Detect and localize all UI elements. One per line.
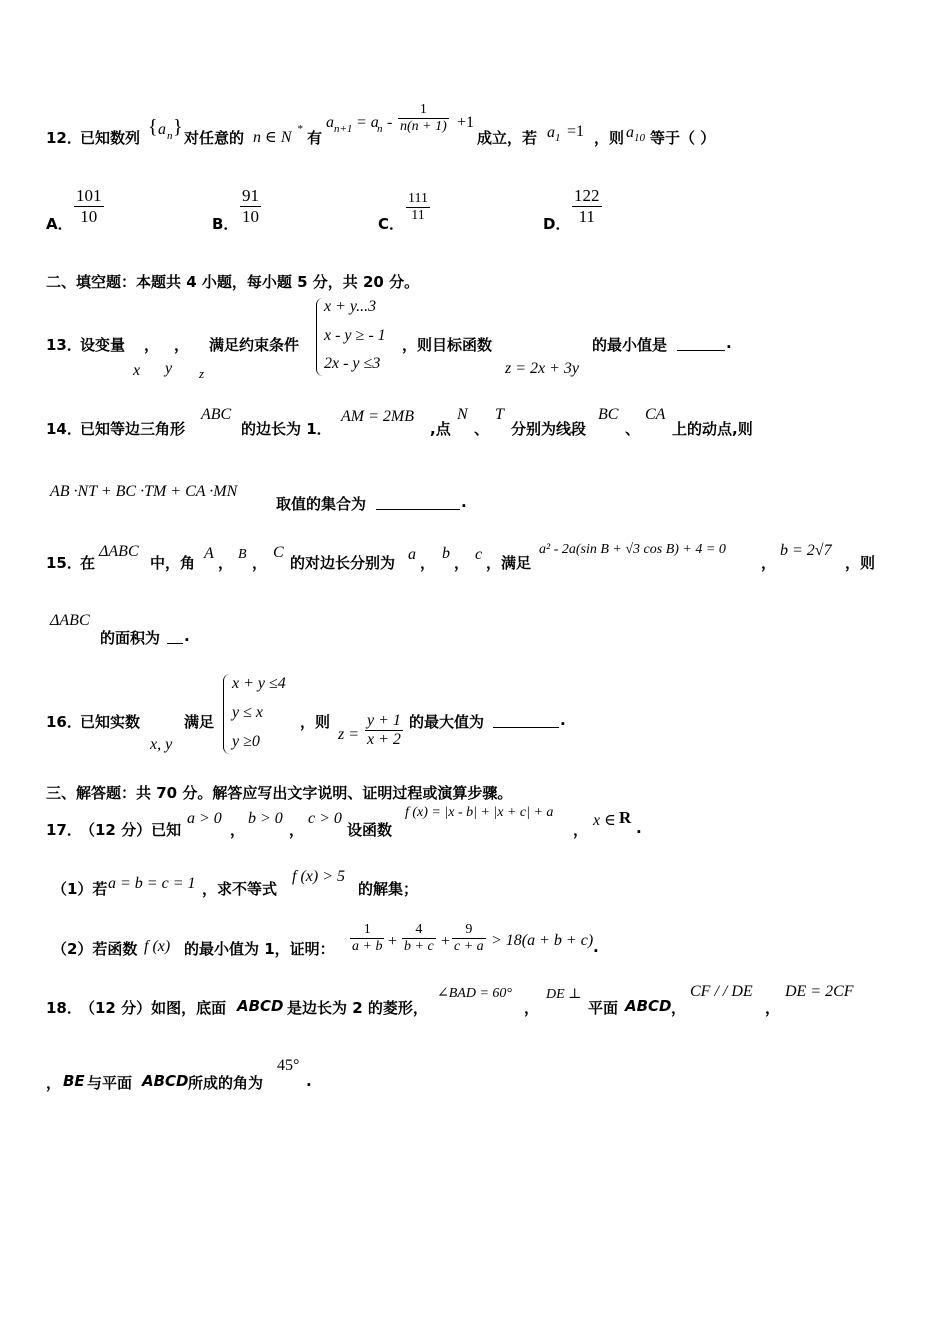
q14-t: T (495, 406, 504, 423)
q17-a: a > 0 (187, 810, 222, 827)
q15-text-3: 的对边长分别为 (290, 554, 396, 572)
q12-eq: = a (356, 114, 379, 131)
q17-part2-f: f (x) (144, 938, 171, 955)
q16-number: 16． (46, 713, 82, 731)
q15-C: C (273, 544, 284, 561)
option-fraction (74, 186, 104, 227)
q17-reals: R (619, 808, 632, 827)
q12-text-4: 成立，若 (477, 129, 538, 147)
section-2-heading: 二、填空题：本题共 4 小题，每小题 5 分，共 20 分。 (46, 273, 420, 291)
frac-num: 4 (402, 922, 436, 939)
q13-constraint-3: 2x - y ≤3 (324, 355, 381, 372)
q17-part2-text: 的最小值为 1，证明： (184, 940, 335, 958)
q15-comma-2: ， (252, 554, 268, 572)
option-label: C． (378, 215, 405, 233)
q18-text-1: （12 分）如图，底面 (80, 999, 227, 1017)
q15-comma-3: ， (420, 554, 436, 572)
q14-answer-blank[interactable] (376, 493, 460, 510)
q16-vars: x, y (150, 736, 173, 753)
option-label: D． (543, 215, 571, 233)
q13-constraint-2: x - y ≥ - 1 (324, 327, 386, 344)
q12-text-2: 对任意的 (184, 129, 245, 147)
q18-cf-parallel: CF / / DE (690, 983, 753, 1000)
q17-comma-3: ， (573, 821, 589, 839)
q12-minus: - (387, 114, 393, 131)
q17-plus-1: + (388, 933, 398, 950)
q13-sep-2: ， (174, 336, 190, 354)
q17-b: b > 0 (248, 810, 283, 827)
frac-den: c + a (454, 939, 484, 954)
q15-comma-5: ， (761, 554, 777, 572)
q12-frac-num: 1 (398, 102, 449, 119)
q13-constraint-1: x + y...3 (324, 298, 377, 315)
option-num: 101 (76, 186, 102, 205)
q15-c: c (475, 546, 483, 563)
q17-part2-label: （2）若函数 (52, 940, 138, 958)
q16-constraint-2: y ≤ x (232, 704, 263, 721)
q16-constraint-3: y ≥0 (232, 733, 260, 750)
q16-text-1: 已知实数 (80, 713, 141, 731)
q18-text-3: 平面 (588, 999, 619, 1017)
q14-text-4: 、 (474, 420, 490, 438)
q15-equation: a² - 2a(sin B + √3 cos B) + 4 = 0 (539, 542, 726, 557)
q18-comma-2: ， (671, 999, 687, 1017)
q12-plus-one: +1 (457, 114, 475, 131)
q16-text-2: 满足 (184, 713, 215, 731)
q18-degree: 45° (277, 1057, 300, 1074)
q12-seq: a (158, 121, 166, 138)
q17-part1-ineq: f (x) > 5 (292, 868, 345, 885)
q18-comma-4: ， (46, 1074, 62, 1092)
q12-a10: a (626, 124, 634, 141)
q18-de-eq: DE = 2CF (785, 983, 854, 1000)
frac-num: 1 (350, 922, 384, 939)
q18-text-5: 所成的角为 (188, 1074, 264, 1092)
q13-number: 13． (46, 336, 82, 354)
q15-text-4: ，满足 (486, 554, 532, 572)
q17-c: c > 0 (308, 810, 342, 827)
q14-abc: ABC (201, 406, 232, 423)
q17-number: 17． (46, 821, 82, 839)
q18-abcd: ABCD (237, 997, 284, 1015)
option-num: 122 (574, 186, 600, 205)
q13-text-2: 满足约束条件 (209, 336, 300, 354)
q15-comma-1: ， (218, 554, 234, 572)
q16-brace (223, 674, 230, 754)
q15-answer-blank[interactable] (167, 627, 183, 644)
q18-comma-1: ， (524, 999, 540, 1017)
option-num: 91 (242, 186, 259, 205)
q13-var-y: y (165, 360, 173, 377)
q14-number: 14． (46, 420, 82, 438)
q12-eq-sub: n (377, 123, 383, 135)
q18-abcd-2: ABCD (625, 997, 672, 1015)
q18-be: BE (63, 1072, 85, 1090)
q17-plus-2: + (441, 933, 451, 950)
q15-B: B (238, 547, 247, 562)
q16-constraint-1: x + y ≤4 (232, 675, 286, 692)
q16-text-4: 的最大值为 (409, 713, 485, 731)
q13-period: . (726, 334, 732, 352)
q15-text-5: ，则 (845, 554, 876, 572)
q14-text-7: 上的动点,则 (672, 420, 753, 438)
q15-A: A (204, 545, 214, 562)
q12-text-5: ，则 (594, 129, 625, 147)
q14-text-6: 、 (625, 420, 641, 438)
q18-period: . (306, 1072, 312, 1090)
q17-part1-text: ，求不等式 (202, 880, 278, 898)
q18-comma-3: ， (765, 999, 781, 1017)
q14-expression: AB ·NT + BC ·TM + CA ·MN (50, 483, 238, 500)
q16-fraction (365, 712, 403, 749)
option-den: 11 (411, 208, 425, 223)
q14-n: N (457, 406, 468, 423)
q16-frac-num: y + 1 (367, 712, 401, 729)
q13-var-x: x (133, 362, 141, 379)
q17-part1-text-2: 的解集； (358, 880, 419, 898)
q13-text-1: 设变量 (80, 336, 126, 354)
q12-seq-sub: n (167, 130, 173, 142)
q12-lhs-sub: n+1 (334, 123, 353, 135)
q14-bc: BC (598, 406, 619, 423)
q12-number: 12． (46, 129, 82, 147)
q17-part1-eq: a = b = c = 1 (108, 875, 196, 892)
q12-text-3: 有 (307, 129, 323, 147)
q17-function: f (x) = |x - b| + |x + c| + a (405, 805, 554, 820)
q17-points: （12 分）已知 (80, 821, 182, 839)
q15-a: a (408, 546, 416, 563)
q12-lhs: a (326, 114, 334, 131)
q15-text-1: 在 (80, 554, 96, 572)
option-fraction (406, 191, 430, 224)
frac-den: a + b (352, 939, 383, 954)
q16-answer-blank[interactable] (493, 711, 559, 728)
q15-text-2: 中，角 (150, 554, 196, 572)
q12-text-1: 已知数列 (80, 129, 141, 147)
q13-text-4: 的最小值是 (592, 336, 668, 354)
q18-angle: ∠BAD = 60° (437, 986, 512, 1001)
q14-text-3: ,点 (430, 420, 451, 438)
q18-de-perp: DE ⊥ (546, 987, 582, 1002)
q12-brace-close: } (173, 116, 183, 138)
frac-den: b + c (404, 939, 434, 954)
q17-part2-end: . (593, 938, 599, 956)
q18-number: 18． (46, 999, 82, 1017)
q17-text-1: 设函数 (347, 821, 393, 839)
q17-period: . (636, 819, 642, 837)
frac-num: 9 (452, 922, 486, 939)
q16-period: . (560, 711, 566, 729)
q17-frac-2 (402, 922, 436, 955)
q13-brace (316, 298, 323, 376)
option-label: B． (212, 215, 239, 233)
q15-triangle-2: ΔABC (50, 612, 90, 629)
q14-text-2: 的边长为 1． (241, 420, 332, 438)
q13-sep-1: ， (144, 336, 160, 354)
q15-number: 15． (46, 554, 82, 572)
q17-rhs: > 18(a + b + c) (491, 932, 594, 949)
q12-text-6: 等于（ ） (650, 129, 716, 147)
option-fraction (572, 186, 602, 227)
q15-triangle: ΔABC (99, 543, 139, 560)
q15-comma-4: ， (454, 554, 470, 572)
q14-text-8: 取值的集合为 (276, 495, 367, 513)
q15-period: . (184, 627, 190, 645)
q17-part1-label: （1）若 (52, 880, 108, 898)
q14-text-1: 已知等边三角形 (80, 420, 186, 438)
q12-a10-sub: 10 (634, 132, 645, 144)
q17-domain: x ∈ (593, 812, 616, 829)
q16-text-3: ，则 (300, 713, 331, 731)
q12-cond-sup: * (297, 123, 303, 135)
option-den: 11 (578, 207, 595, 226)
q12-fraction (398, 102, 449, 135)
q13-var-z: z (199, 366, 205, 381)
q14-text-5: 分别为线段 (511, 420, 587, 438)
section-3-heading: 三、解答题：共 70 分。解答应写出文字说明、证明过程或演算步骤。 (46, 784, 513, 802)
q15-b-eq: b = 2√7 (780, 542, 832, 559)
q14-ca: CA (645, 406, 666, 423)
q18-text-4: 与平面 (87, 1074, 133, 1092)
option-label: A． (46, 215, 73, 233)
q14-period: . (461, 493, 467, 511)
q13-answer-blank[interactable] (677, 334, 725, 351)
q12-a1: a (547, 124, 555, 141)
q12-frac-den: n(n + 1) (400, 119, 447, 134)
q17-frac-3 (452, 922, 486, 955)
q12-a1-val: =1 (567, 123, 585, 140)
q12-cond: n ∈ N (253, 129, 292, 146)
q13-objective: z = 2x + 3y (505, 360, 580, 377)
q16-z: z = (338, 726, 360, 743)
q18-abcd-3: ABCD (142, 1072, 189, 1090)
q14-am: AM = 2MB (341, 408, 414, 425)
q15-b: b (442, 545, 450, 562)
q18-text-2: 是边长为 2 的菱形， (287, 999, 428, 1017)
q12-a1-sub: 1 (555, 132, 561, 144)
q16-frac-den: x + 2 (367, 731, 401, 748)
q17-comma-1: ， (230, 821, 246, 839)
option-den: 10 (242, 207, 259, 226)
q15-text-6: 的面积为 (100, 629, 161, 647)
option-num: 111 (408, 191, 428, 206)
option-den: 10 (80, 207, 98, 226)
q17-frac-1 (350, 922, 384, 955)
q17-comma-2: ， (289, 821, 305, 839)
q12-brace-open: { (148, 116, 158, 138)
option-fraction (240, 186, 261, 227)
q13-text-3: ，则目标函数 (402, 336, 493, 354)
